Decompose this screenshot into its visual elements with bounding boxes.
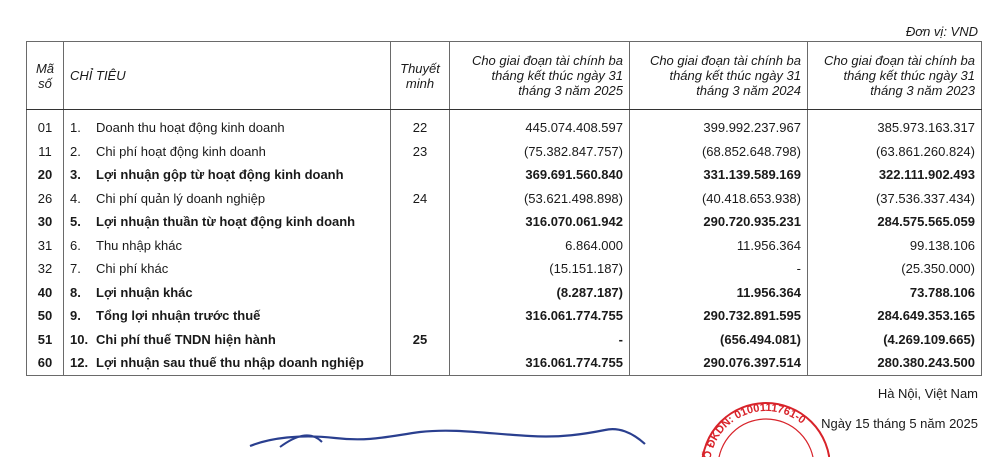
row-item-name: Doanh thu hoạt động kinh doanh — [96, 120, 285, 136]
row-item-number: 4. — [70, 190, 81, 206]
row-value-2024 — [630, 257, 808, 281]
table-row — [27, 187, 982, 211]
row-note — [391, 210, 450, 234]
place-label: Hà Nội, Việt Nam — [877, 386, 978, 401]
row-code-text: 40 — [37, 284, 53, 300]
value-2025: (15.151.187) — [549, 261, 623, 277]
row-value-2023 — [808, 281, 982, 305]
row-code-text: 01 — [37, 120, 53, 136]
row-item-number: 8. — [70, 284, 81, 300]
date-label: Ngày 15 tháng 5 năm 2025 — [821, 416, 978, 431]
row-value-2024 — [630, 281, 808, 305]
row-code-text: 30 — [37, 214, 53, 230]
row-code-text: 20 — [37, 167, 53, 183]
row-note — [391, 140, 450, 164]
table-row — [27, 351, 982, 375]
value-2025: 316.061.774.755 — [525, 355, 623, 371]
row-code-text: 31 — [37, 237, 53, 253]
signature — [240, 424, 660, 448]
row-code — [27, 351, 64, 375]
row-code — [27, 257, 64, 281]
row-item-number: 9. — [70, 308, 81, 324]
header-item: CHỈ TIÊU — [64, 42, 391, 110]
row-note — [391, 351, 450, 375]
value-2025: (8.287.187) — [556, 284, 623, 300]
row-value-2023 — [808, 351, 982, 375]
row-value-2024 — [630, 187, 808, 211]
value-2025: 316.070.061.942 — [525, 214, 623, 230]
table-row — [27, 234, 982, 258]
row-note — [391, 187, 450, 211]
value-2025: 369.691.560.840 — [525, 167, 623, 183]
value-2025: - — [618, 331, 623, 347]
row-value-2023 — [808, 328, 982, 352]
value-2025: 6.864.000 — [565, 237, 623, 253]
row-item — [64, 110, 391, 140]
row-code — [27, 140, 64, 164]
row-code — [27, 163, 64, 187]
row-note — [391, 257, 450, 281]
row-item-number: 6. — [70, 237, 81, 253]
row-item-name: Chi phí thuế TNDN hiện hành — [96, 331, 276, 347]
value-2023: 284.575.565.059 — [877, 214, 975, 230]
table-row — [27, 163, 982, 187]
row-item-name: Lợi nhuận gộp từ hoạt động kinh doanh — [96, 167, 344, 183]
row-value-2025 — [450, 210, 630, 234]
row-note — [391, 163, 450, 187]
seal-text: Ố ĐKDN: 0100111761-0 — [701, 401, 808, 457]
row-item — [64, 140, 391, 164]
row-item-number: 1. — [70, 120, 81, 136]
row-code-text: 11 — [38, 143, 52, 159]
row-item — [64, 304, 391, 328]
row-item — [64, 351, 391, 375]
value-2024: 331.139.589.169 — [703, 167, 801, 183]
row-item — [64, 210, 391, 234]
value-2023: 99.138.106 — [909, 237, 975, 253]
header-code: Mã số — [27, 42, 64, 110]
value-2023: (37.536.337.434) — [875, 190, 975, 206]
value-2023: 280.380.243.500 — [877, 355, 975, 371]
row-value-2024 — [630, 304, 808, 328]
row-item-name: Chi phí khác — [96, 261, 169, 277]
row-value-2025 — [450, 304, 630, 328]
row-value-2023 — [808, 210, 982, 234]
row-value-2025 — [450, 163, 630, 187]
row-value-2023 — [808, 257, 982, 281]
value-2023: (25.350.000) — [901, 261, 975, 277]
value-2023: (4.269.109.665) — [883, 331, 975, 347]
row-note-text: 24 — [412, 190, 428, 206]
value-2025: (53.621.498.898) — [523, 190, 623, 206]
table-row — [27, 257, 982, 281]
row-value-2024 — [630, 351, 808, 375]
value-2024: - — [796, 261, 801, 277]
header-period-2024: Cho giai đoạn tài chính ba tháng kết thúc ngày 31 tháng 3 năm 2024 — [630, 42, 808, 110]
row-item — [64, 163, 391, 187]
row-value-2025 — [450, 110, 630, 140]
row-item-number: 3. — [70, 167, 81, 183]
value-2024: 11.956.364 — [736, 284, 801, 300]
row-value-2024 — [630, 234, 808, 258]
row-item-name: Lợi nhuận sau thuế thu nhập doanh nghiệp — [96, 355, 364, 371]
value-2025: (75.382.847.757) — [523, 143, 623, 159]
value-2024: (656.494.081) — [720, 331, 801, 347]
row-note-text: 22 — [412, 120, 428, 136]
row-item-number: 12. — [70, 355, 89, 371]
row-item — [64, 328, 391, 352]
value-2023: 73.788.106 — [909, 284, 975, 300]
row-note — [391, 304, 450, 328]
header-note: Thuyết minh — [391, 42, 450, 110]
row-note — [391, 110, 450, 140]
row-item-name: Chi phí quản lý doanh nghiệp — [96, 190, 266, 206]
row-value-2023 — [808, 140, 982, 164]
row-value-2024 — [630, 110, 808, 140]
row-item-number: 7. — [70, 261, 81, 277]
row-item-number: 2. — [70, 143, 81, 159]
table-header-row — [27, 42, 982, 110]
company-seal — [700, 397, 830, 457]
row-item-name: Lợi nhuận khác — [96, 284, 193, 300]
row-value-2025 — [450, 328, 630, 352]
table-row — [27, 304, 982, 328]
row-item — [64, 187, 391, 211]
row-value-2025 — [450, 281, 630, 305]
row-item-name: Chi phí hoạt động kinh doanh — [96, 143, 266, 159]
value-2024: (40.418.653.938) — [701, 190, 801, 206]
table-row — [27, 110, 982, 140]
row-value-2023 — [808, 163, 982, 187]
table-row — [27, 328, 982, 352]
row-value-2023 — [808, 234, 982, 258]
row-code-text: 26 — [37, 190, 53, 206]
row-value-2023 — [808, 187, 982, 211]
value-2025: 445.074.408.597 — [525, 120, 623, 136]
row-value-2024 — [630, 163, 808, 187]
row-value-2023 — [808, 304, 982, 328]
row-code — [27, 234, 64, 258]
header-period-2023: Cho giai đoạn tài chính ba tháng kết thúc ngày 31 tháng 3 năm 2023 — [808, 42, 982, 110]
row-code-text: 50 — [37, 308, 53, 324]
row-value-2023 — [808, 110, 982, 140]
value-2024: 290.720.935.231 — [703, 214, 801, 230]
row-code — [27, 281, 64, 305]
row-value-2024 — [630, 140, 808, 164]
row-item — [64, 257, 391, 281]
value-2024: 290.732.891.595 — [703, 308, 801, 324]
income-statement-table — [26, 41, 982, 376]
header-period-2025: Cho giai đoạn tài chính ba tháng kết thúc ngày 31 tháng 3 năm 2025 — [450, 42, 630, 110]
table-row — [27, 140, 982, 164]
row-note — [391, 281, 450, 305]
value-2023: 385.973.163.317 — [877, 120, 975, 136]
row-item-name: Tổng lợi nhuận trước thuế — [96, 308, 261, 324]
unit-label: Đơn vị: VND — [905, 24, 978, 39]
row-item-name: Thu nhập khác — [96, 237, 183, 253]
value-2024: (68.852.648.798) — [701, 143, 801, 159]
value-2023: 284.649.353.165 — [877, 308, 975, 324]
value-2024: 399.992.237.967 — [703, 120, 801, 136]
value-2025: 316.061.774.755 — [525, 308, 623, 324]
row-note-text: 23 — [412, 143, 428, 159]
row-value-2024 — [630, 210, 808, 234]
value-2023: (63.861.260.824) — [875, 143, 975, 159]
row-item-number: 5. — [70, 214, 81, 230]
value-2024: 290.076.397.514 — [703, 355, 801, 371]
row-code-text: 51 — [37, 331, 53, 347]
value-2024: 11.956.364 — [736, 237, 801, 253]
row-value-2024 — [630, 328, 808, 352]
row-code-text: 60 — [37, 355, 53, 371]
row-code — [27, 110, 64, 140]
row-code — [27, 328, 64, 352]
row-code — [27, 304, 64, 328]
row-note — [391, 328, 450, 352]
row-code-text: 32 — [37, 261, 53, 277]
row-value-2025 — [450, 140, 630, 164]
row-code — [27, 187, 64, 211]
row-note-text: 25 — [412, 331, 428, 347]
row-item — [64, 234, 391, 258]
row-note — [391, 234, 450, 258]
table-row — [27, 281, 982, 305]
row-value-2025 — [450, 187, 630, 211]
table-row — [27, 210, 982, 234]
row-value-2025 — [450, 234, 630, 258]
row-item-name: Lợi nhuận thuần từ hoạt động kinh doanh — [96, 214, 356, 230]
row-item — [64, 281, 391, 305]
row-item-number: 10. — [70, 331, 89, 347]
row-value-2025 — [450, 257, 630, 281]
row-code — [27, 210, 64, 234]
value-2023: 322.111.902.493 — [878, 167, 975, 183]
svg-text:Ố ĐKDN: 0100111761-0 — [700, 402, 808, 457]
row-value-2025 — [450, 351, 630, 375]
